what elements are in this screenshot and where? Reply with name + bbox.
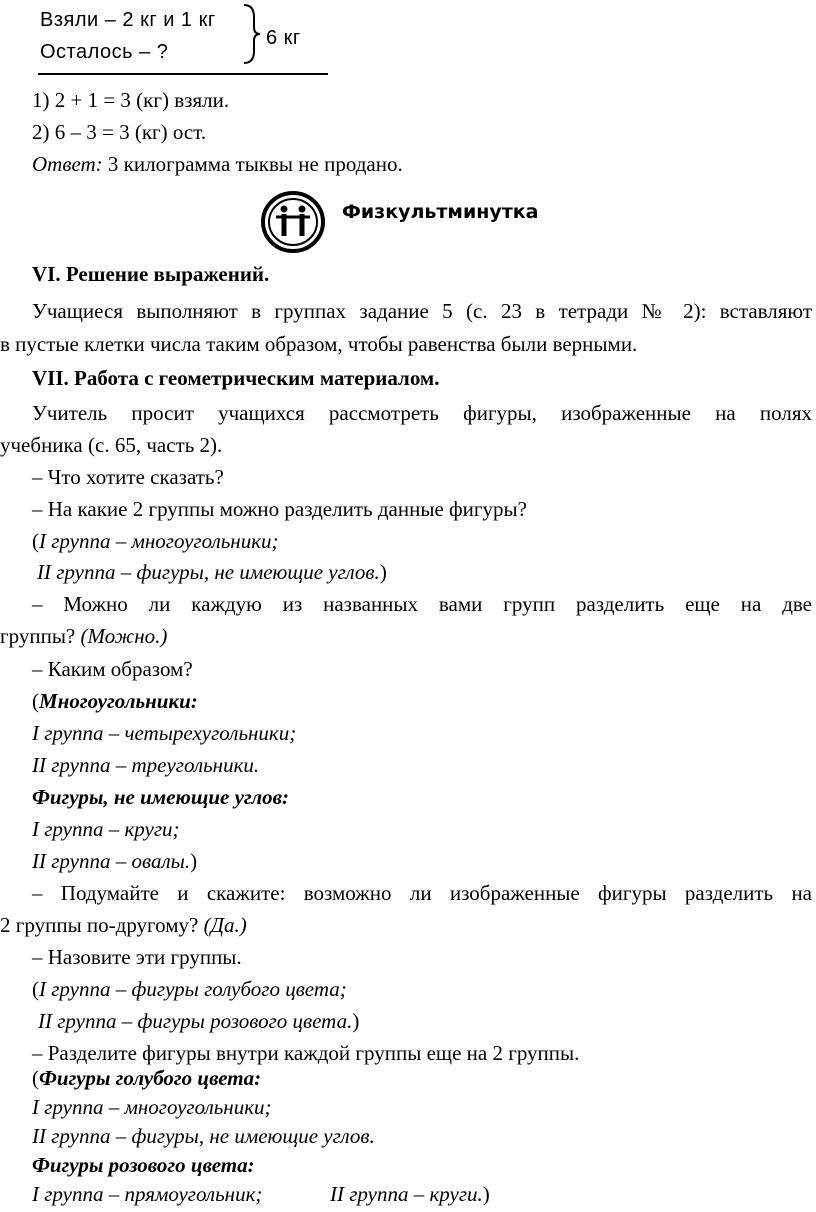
answer-7-line-2: II группа – фигуры, не имеющие углов. [32,1124,375,1148]
question-4: – Каким образом? [32,657,193,681]
answer-text: 3 килограмма тыквы не продано. [102,152,403,176]
answer-6-line-2: II группа – фигуры розового цвета.) [38,1009,360,1033]
question-5-answer: (Да.) [203,913,247,937]
two-figures-in-circle-icon [260,190,326,254]
answer-4-line-1: I группа – четырехугольники; [32,721,297,745]
solution-step-1: 1) 2 + 1 = 3 (кг) взяли. [32,88,230,112]
scheme-row-left: Осталось – ? [40,41,169,63]
answer-label: Ответ: [32,152,103,176]
answer-line [32,150,403,178]
question-5-line-1: – Подумайте и скажите: возможно ли изображенные фигуры разделить на [32,881,812,905]
section-7-text-line-2: учебника (с. 65, часть 2). [0,433,223,457]
answer-4-line-4: II группа – овалы.) [32,849,198,873]
answer-7-line-3: I группа – прямоугольник; [32,1182,263,1206]
question-1: – Что хотите сказать? [32,465,224,489]
answer-7-heading-1: (Фигуры голубого цвета: [32,1066,262,1090]
scheme-row-taken: Взяли – 2 кг и 1 кг [40,9,216,31]
answer-7-line-1: I группа – многоугольники; [32,1095,272,1119]
section-7-text-line-1: Учитель просит учащихся рассмотреть фигуры, изображенные на полях [32,401,812,425]
answer-7-line-4: II группа – круги.) [330,1182,490,1206]
answer-4-line-2: II группа – треугольники. [32,753,260,777]
question-6: – Назовите эти группы. [32,945,242,969]
solution-step-2: 2) 6 – 3 = 3 (кг) ост. [32,120,207,144]
question-3-answer: (Можно.) [80,624,168,648]
answer-2-line-2: II группа – фигуры, не имеющие углов.) [37,560,387,584]
section-6-text-line-2: в пустые клетки числа таким образом, чтобы равенства были верными. [0,332,638,356]
scheme-underline [38,73,328,75]
answer-4-heading-2: Фигуры, не имеющие углов: [32,785,290,809]
answer-6-line-1: (I группа – фигуры голубого цвета; [32,977,347,1001]
question-3-line-1: – Можно ли каждую из названных вами групп разделить еще на две [32,592,812,616]
answer-4-line-3: I группа – круги; [32,817,180,841]
question-5-line-2: 2 группы по-другому? (Да.) [0,913,247,937]
section-6-text-line-1: Учащиеся выполняют в группах задание 5 (с. 23 в тетради № 2): вставляют [32,299,812,323]
answer-2-line-1: (I группа – многоугольники; [32,529,279,553]
answer-7-heading-2: Фигуры розового цвета: [32,1153,255,1177]
answer-4-heading-1: (Многоугольники: [32,689,198,713]
physical-minute-label: Физкультминутка [342,201,539,223]
question-2: – На какие 2 группы можно разделить данные фигуры? [32,497,527,521]
question-7: – Разделите фигуры внутри каждой группы еще на 2 группы. [32,1041,580,1065]
scheme-total: 6 кг [266,27,301,49]
section-6-heading: VI. Решение выражений. [32,262,270,286]
section-7-heading: VII. Работа с геометрическим материалом. [32,366,440,390]
right-brace-icon [240,3,264,65]
question-3-line-2: группы? (Можно.) [0,624,168,648]
